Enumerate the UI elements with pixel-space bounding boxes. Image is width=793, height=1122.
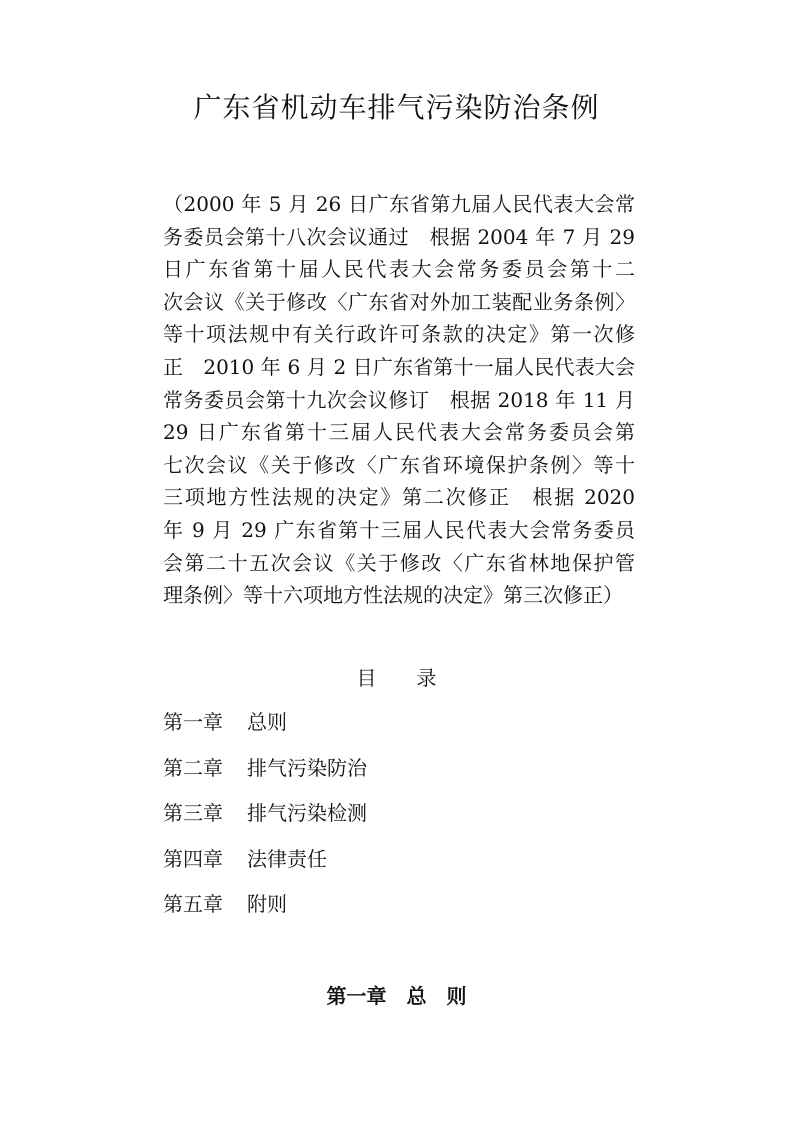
toc-item (163, 888, 367, 934)
history-line: 务委员会第十八次会议通过 根据 2004 年 7 月 29 (163, 224, 635, 249)
chapter-one-heading (0, 980, 793, 1012)
toc-chapter-name: 附则 (247, 892, 287, 916)
toc-chapter-number: 第五章 (163, 892, 223, 916)
toc-chapter-number: 第二章 (163, 755, 223, 780)
toc-chapter-name: 排气污染防治 (247, 755, 367, 780)
table-of-contents (163, 706, 367, 934)
history-line: 三项地方性法规的决定》第二次修正 根据 2020 (163, 485, 635, 510)
history-line: 日广东省第十届人民代表大会常务委员会第十二 (163, 257, 635, 282)
history-line: 七次会议《关于修改〈广东省环境保护条例〉等十 (163, 452, 635, 477)
history-line: 正 2010 年 6 月 2 日广东省第十一届人民代表大会 (163, 354, 635, 379)
toc-heading (0, 662, 793, 694)
history-line: 会第二十五次会议《关于修改〈广东省林地保护管 (163, 550, 635, 575)
toc-chapter-number: 第一章 (163, 710, 223, 734)
toc-item (163, 706, 367, 752)
toc-heading-part: 目 (356, 666, 377, 690)
legislative-history (163, 188, 635, 612)
toc-chapter-number: 第四章 (163, 846, 223, 871)
document-title: 广东省机动车排气污染防治条例 (193, 91, 600, 124)
toc-chapter-name: 排气污染检测 (247, 801, 367, 825)
history-line: （2000 年 5 月 26 日广东省第九届人民代表大会常 (163, 192, 635, 216)
toc-item (163, 797, 367, 843)
history-line: 次会议《关于修改〈广东省对外加工装配业务条例〉 (163, 289, 635, 314)
history-line: 29 日广东省第十三届人民代表大会常务委员会第 (163, 420, 635, 445)
toc-item (163, 843, 367, 889)
chapter-title-part: 总 (406, 984, 427, 1008)
history-line: 理条例〉等十六项地方性法规的决定》第三次修正） (163, 583, 623, 608)
history-line: 常务委员会第十九次会议修订 根据 2018 年 11 月 (163, 387, 635, 412)
toc-chapter-name: 总则 (247, 710, 287, 734)
toc-chapter-name: 法律责任 (247, 846, 327, 871)
chapter-number: 第一章 (326, 984, 387, 1008)
history-line: 等十项法规中有关行政许可条款的决定》第一次修 (163, 322, 635, 347)
toc-chapter-number: 第三章 (163, 801, 223, 825)
history-line: 年 9 月 29 广东省第十三届人民代表大会常务委员 (163, 517, 635, 542)
toc-item (163, 752, 367, 798)
chapter-title-part: 则 (446, 984, 467, 1008)
toc-heading-part: 录 (416, 666, 437, 690)
